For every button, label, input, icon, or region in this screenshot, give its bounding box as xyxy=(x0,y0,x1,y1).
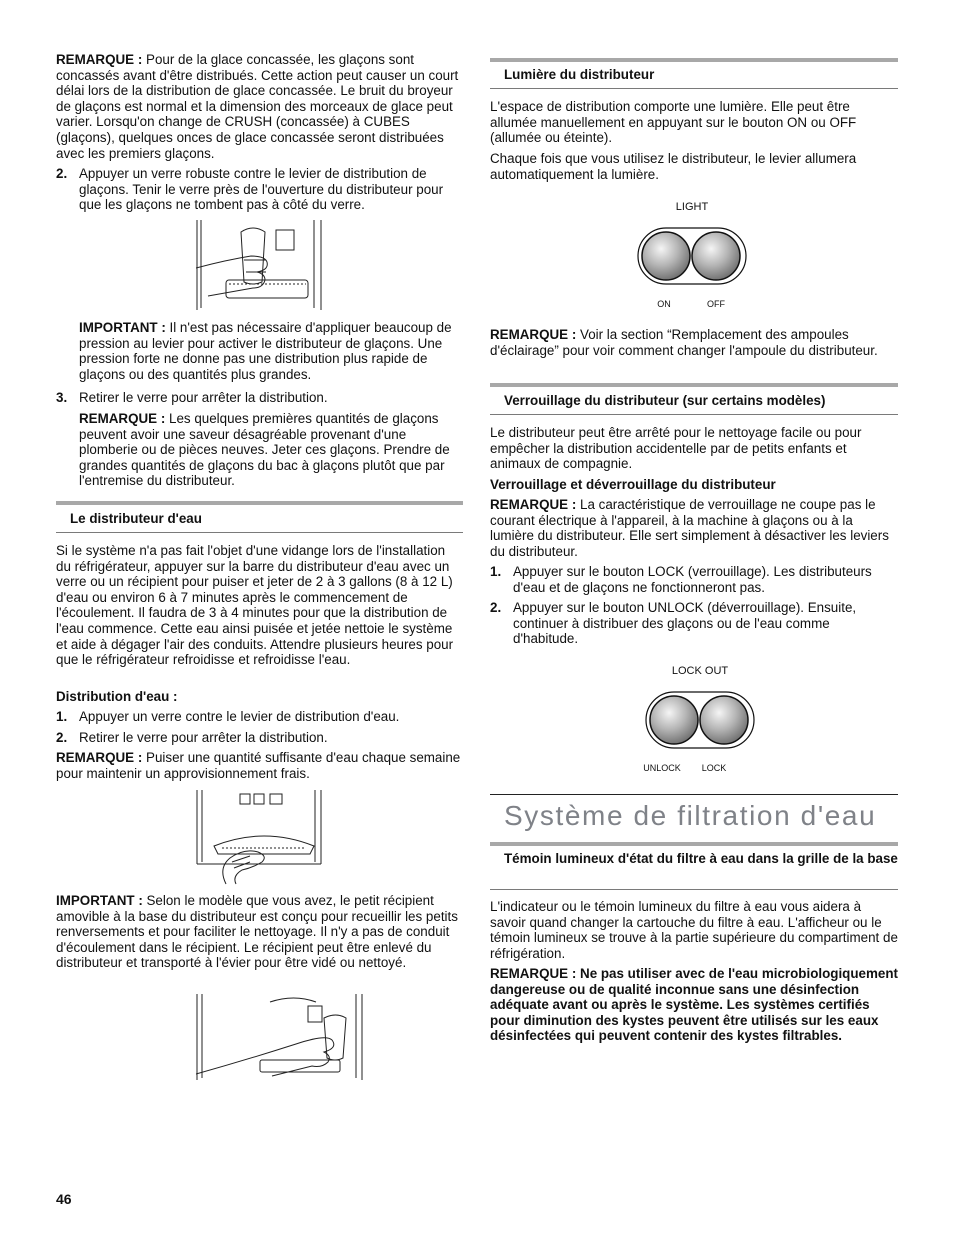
important-text: Selon le modèle que vous avez, le petit récipient amovible à la base du distributeur est conçu pour recueillir les petits renversements et pour faciliter le nettoyage. Il n'y a pas de conduit d'écoulement dans le récipient. Le récipient peut être enlevé du distributeur et transporté à l'évier pour être vidé ou nettoyé. xyxy=(56,893,458,971)
section-heading: Le distributeur d'eau xyxy=(70,511,202,526)
note-text: Ne pas utiliser avec de l'eau microbiologiquement dangereuse ou de qualité inconnue sans une désinfection adéquate avant ou après le système. Les systèmes certifiés pour diminution des kystes peuvent être utilisés sur les eaux désinfectées qui peuvent contenir des kystes filtrables. xyxy=(490,966,898,1044)
light-paragraph: L'espace de distribution comporte une lumière. Elle peut être allumée manuellement en appuyant sur le bouton ON ou OFF (allumée ou éteinte). xyxy=(490,99,857,146)
note-label: REMARQUE : xyxy=(79,411,166,426)
panel-title: LIGHT xyxy=(675,201,709,213)
note-water-quality xyxy=(490,966,898,1044)
section-rule xyxy=(490,842,898,846)
lock-button-panel xyxy=(638,660,758,776)
ice-dispenser-illustration xyxy=(196,220,326,312)
section-heading: Témoin lumineux d'état du filtre à eau dans la grille de la base xyxy=(504,851,898,866)
important-text: Il n'est pas nécessaire d'appliquer beaucoup de pression au levier pour activer le distributeur de glaçons. Une pression forte ne donne pas une distribution plus rapide de glaçons ou des quantités plus grandes. xyxy=(79,320,452,382)
note-text: Voir la section “Remplacement des ampoules d'éclairage” pour voir comment changer l'ampoule du distributeur. xyxy=(490,327,878,358)
lock-label: LOCK xyxy=(701,763,727,773)
note-bulb xyxy=(490,327,898,358)
note-weekly xyxy=(56,750,463,781)
section-rule xyxy=(56,501,463,505)
unlock-label: UNLOCK xyxy=(643,763,681,773)
note-label: REMARQUE : xyxy=(490,327,577,342)
section-rule xyxy=(490,383,898,387)
step-text: Appuyer sur le bouton LOCK (verrouillage). Les distributeurs d'eau et de glaçons ne fonctionneront pas. xyxy=(513,564,872,595)
note-label: REMARQUE : xyxy=(490,966,577,981)
important-drip-tray xyxy=(56,893,463,971)
note-lock xyxy=(490,497,898,559)
section-rule xyxy=(490,794,898,795)
water-dispenser-paragraph: Si le système n'a pas fait l'objet d'une vidange lors de l'installation du réfrigérateur, appuyer sur la barre du distributeur d'eau avec un verre ou un récipient pour puiser et jeter de 2 à 3 gallons (8 à 12 L) d'eau ou environ 6 à 7 minutes après le commencement de l'écoulement. Il faudra de 3 à 4 minutes pour que la distribution de l'eau commence. Cette eau ainsi puisée et jetée nettoie le système et aide à dégager l'air des conduits. Attendre plusieurs heures pour que le réfrigérateur refroidisse et refroidisse l'eau. xyxy=(56,543,454,668)
step-number: 1. xyxy=(56,709,68,724)
step-text: Appuyer un verre robuste contre le levier de distribution de glaçons. Tenir le verre près de l'ouverture du distributeur pour que les glaçons ne tombent pas à côté du verre. xyxy=(79,166,444,213)
subheading: Verrouillage et déverrouillage du distributeur xyxy=(490,477,776,492)
step-number: 3. xyxy=(56,390,68,405)
on-label: ON xyxy=(657,299,671,309)
section-rule xyxy=(490,414,898,415)
note-text: Pour de la glace concassée, les glaçons sont concassés avant d'être distribués. Cette action peut causer un court délai lors de la distribution de glace concassée. Le bruit du broyeur de glaçons est normal et la dimension des morceaux de glace peut varier. Lorsqu'on change de CRUSH (concassée) à CUBES (glaçons), quelques onces de glace concassée seront distribuées avec les premiers glaçons. xyxy=(56,52,459,161)
note-label: REMARQUE : xyxy=(490,497,577,512)
important-label: IMPORTANT : xyxy=(79,320,166,335)
note-crushed-ice xyxy=(56,52,463,161)
water-dispenser-illustration xyxy=(196,994,366,1082)
on-button[interactable] xyxy=(642,232,690,280)
section-heading: Verrouillage du distributeur (sur certains modèles) xyxy=(504,393,826,408)
filter-paragraph: L'indicateur ou le témoin lumineux du filtre à eau vous aidera à savoir quand changer la cartouche du filtre à eau. L'afficheur ou le témoin lumineux se trouve à la partie supérieure du compartiment de réfrigération. xyxy=(490,899,898,961)
section-title: Système de filtration d'eau xyxy=(504,800,877,831)
step-number: 2. xyxy=(490,600,502,615)
note-text: Puiser une quantité suffisante d'eau chaque semaine pour maintenir un approvisionnement frais. xyxy=(56,750,461,781)
section-heading: Lumière du distributeur xyxy=(504,67,655,82)
note-text: Les quelques premières quantités de glaçons peuvent avoir une saveur désagréable provenant d'une plomberie ou de pièces neuves. Jeter ces glaçons. Prendre de grandes quantités de glaçons du bac à glaçons plutôt que par l'entremise du distributeur. xyxy=(79,411,450,489)
note-label: REMARQUE : xyxy=(56,52,143,67)
light-paragraph: Chaque fois que vous utilisez le distributeur, le levier allumera automatiquement la lumière. xyxy=(490,151,857,182)
note-label: REMARQUE : xyxy=(56,750,143,765)
step-number: 2. xyxy=(56,730,68,745)
step-text: Retirer le verre pour arrêter la distribution. xyxy=(79,730,328,745)
important-label: IMPORTANT : xyxy=(56,893,143,908)
note-text: La caractéristique de verrouillage ne coupe pas le courant électrique à l'appareil, à la machine à glaçons ou à la lumière du distributeur. Elle sert simplement à désactiver les leviers du distributeur. xyxy=(490,497,889,559)
page-number: 46 xyxy=(56,1191,72,1207)
unlock-button[interactable] xyxy=(650,696,698,744)
step-text: Retirer le verre pour arrêter la distribution. xyxy=(79,390,328,405)
light-button-panel xyxy=(630,196,750,312)
lock-paragraph: Le distributeur peut être arrêté pour le nettoyage facile ou pour empêcher la distribution accidentelle par de petits enfants et animaux de compagnie. xyxy=(490,425,862,472)
section-rule xyxy=(490,889,898,890)
section-rule xyxy=(490,88,898,89)
section-rule xyxy=(490,58,898,62)
step-number: 1. xyxy=(490,564,502,579)
section-rule xyxy=(56,532,463,533)
lock-button[interactable] xyxy=(700,696,748,744)
panel-title: LOCK OUT xyxy=(671,665,729,677)
off-button[interactable] xyxy=(692,232,740,280)
step-number: 2. xyxy=(56,166,68,181)
note-first-ice xyxy=(79,411,463,489)
drip-tray-illustration xyxy=(196,790,326,886)
step-text: Appuyer sur le bouton UNLOCK (déverrouillage). Ensuite, continuer à distribuer des glaçons ou de l'eau comme d'habitude. xyxy=(513,600,857,647)
step-text: Appuyer un verre contre le levier de distribution d'eau. xyxy=(79,709,400,724)
subheading: Distribution d'eau : xyxy=(56,689,178,704)
off-label: OFF xyxy=(707,299,725,309)
important-pressure xyxy=(79,320,463,382)
